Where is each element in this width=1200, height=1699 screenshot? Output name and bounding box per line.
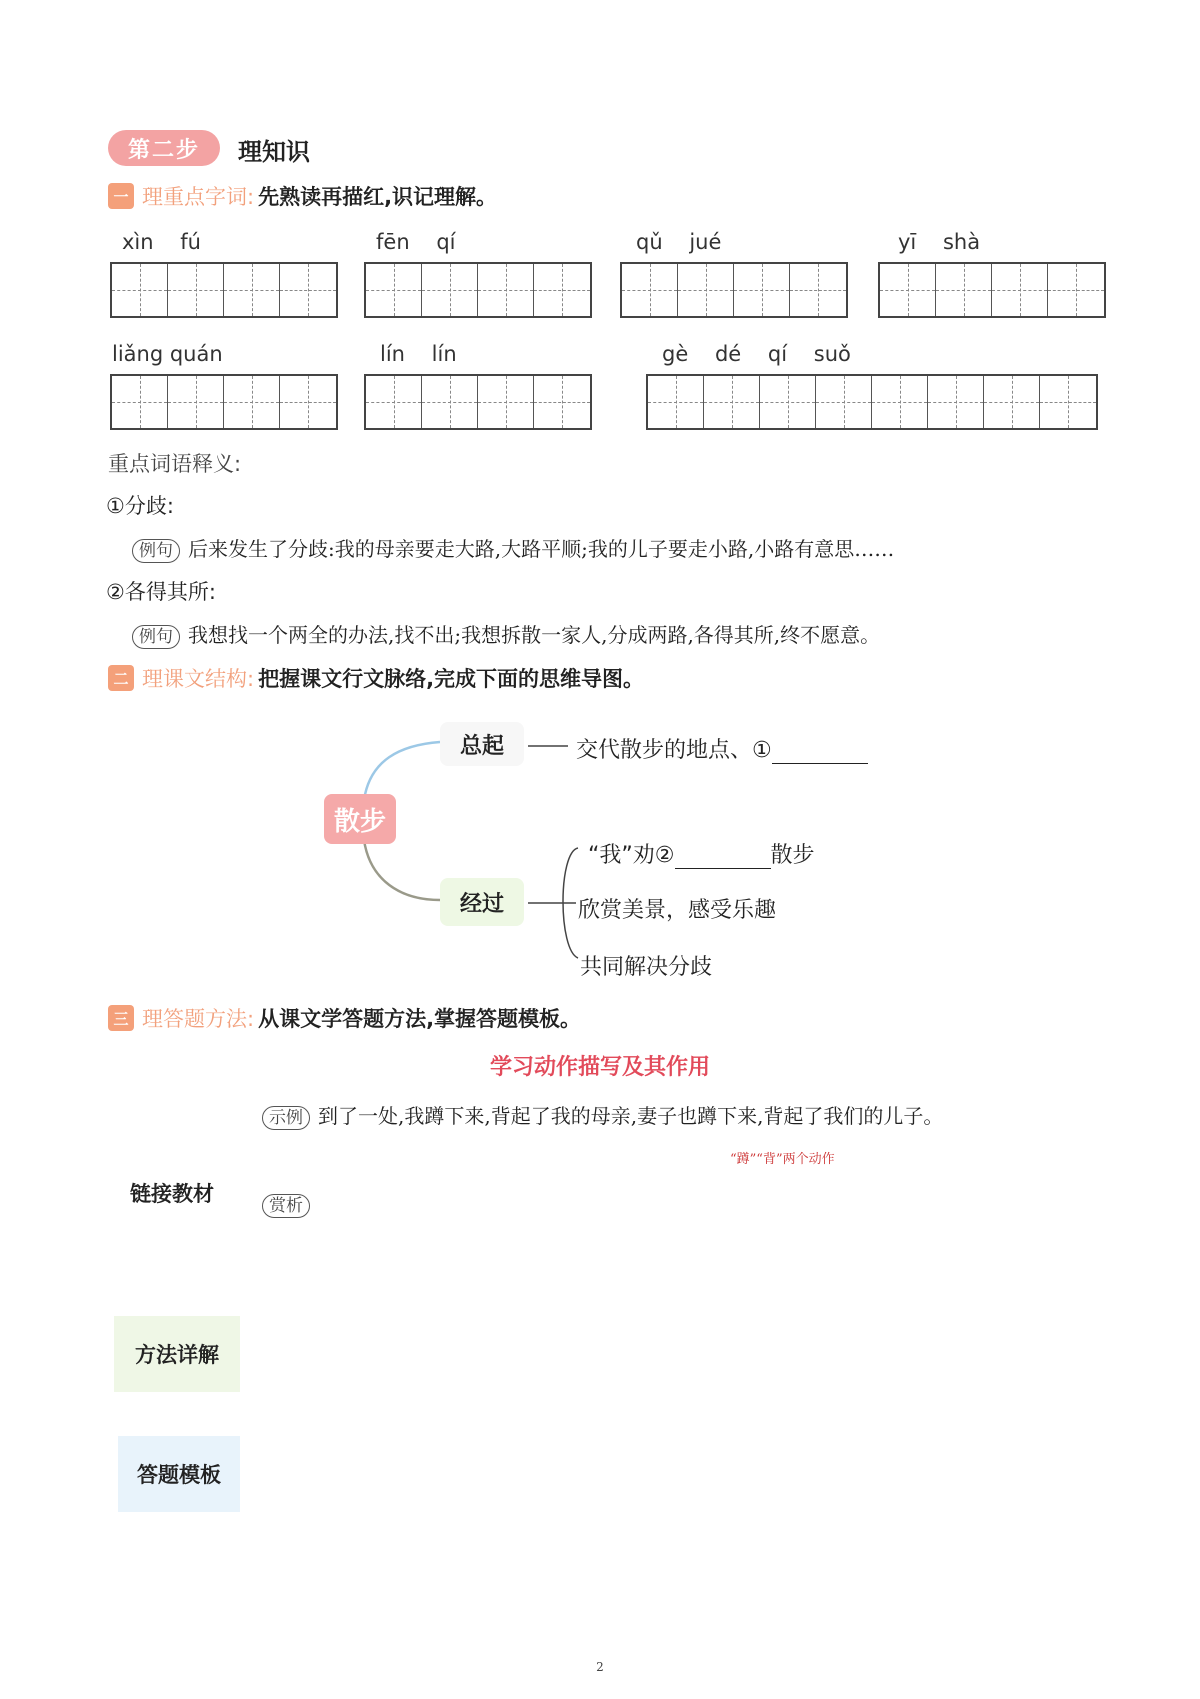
mindmap-branch: 经过 [440, 878, 524, 926]
answer-blank[interactable] [675, 846, 771, 869]
mindmap-text: 散步 [770, 843, 815, 868]
analysis-tag: 赏析 [262, 1194, 310, 1218]
mindmap-leaf3: 共同解决分歧 [580, 955, 713, 980]
method-annotation: “蹲”“背”两个动作 [730, 1152, 835, 1167]
method-title: 学习动作描写及其作用 [489, 1055, 710, 1080]
mindmap-center: 散步 [324, 794, 396, 844]
pinyin-label: liǎng quán [112, 342, 223, 366]
example-sentence: 后来发生了分歧:我的母亲要走大路,大路平顺;我的儿子要走小路,小路有意思…… [188, 537, 895, 561]
section1-badge: 一 [108, 183, 134, 209]
section1-instruction: 先熟读再描红,识记理解。 [258, 185, 498, 209]
step-badge: 第二步 [108, 130, 220, 166]
pinyin-label: gè dé qí suǒ [662, 342, 851, 366]
section3-instruction: 从课文学答题方法,掌握答题模板。 [258, 1007, 582, 1031]
section2-badge: 二 [108, 665, 134, 691]
section2-instruction: 把握课文行文脉络,完成下面的思维导图。 [258, 667, 645, 691]
page-number: 2 [596, 1660, 604, 1674]
mindmap-leaf2: 欣赏美景，感受乐趣 [578, 898, 777, 923]
section3-name: 理答题方法: [142, 1007, 255, 1031]
mindmap-text: “我”劝② [588, 843, 675, 868]
example-sentence: 我想找一个两全的办法,找不出;我想拆散一家人,分成两路,各得其所,终不愿意。 [188, 623, 881, 647]
analysis-tag-wrap [262, 1192, 318, 1218]
pinyin-label: xìn fú [122, 230, 201, 254]
link-label: 链接教材 [130, 1182, 214, 1206]
method-detail-label: 方法详解 [114, 1316, 240, 1392]
section3-header [108, 1002, 581, 1034]
method-example [262, 1100, 943, 1130]
vocab-item1: ①分歧: [106, 494, 174, 518]
example-tag: 例句 [132, 625, 180, 649]
vocab-item2: ②各得其所: [106, 580, 216, 604]
answer-blank[interactable] [772, 741, 868, 764]
mindmap-text: 交代散步的地点、① [576, 738, 772, 763]
answer-template-label: 答题模板 [118, 1436, 240, 1512]
section2-name: 理课文结构: [142, 667, 255, 691]
mindmap-leaf1 [588, 838, 815, 869]
pinyin-label: yī shà [898, 230, 981, 254]
step-title: 理知识 [238, 138, 310, 166]
mindmap-branch: 总起 [440, 722, 524, 766]
example-tag: 示例 [262, 1106, 310, 1130]
pinyin-label: fēn qí [376, 230, 456, 254]
section3-badge: 三 [108, 1005, 134, 1031]
example-sentence: 到了一处,我蹲下来,背起了我的母亲,妻子也蹲下来,背起了我们的儿子。 [318, 1104, 944, 1128]
example-tag: 例句 [132, 539, 180, 563]
pinyin-label: lín lín [380, 342, 457, 366]
mindmap-branch1-text [576, 733, 868, 764]
pinyin-label: qǔ jué [636, 230, 722, 254]
section1-name: 理重点字词: [142, 185, 255, 209]
vocab-heading: 重点词语释义: [108, 452, 242, 476]
